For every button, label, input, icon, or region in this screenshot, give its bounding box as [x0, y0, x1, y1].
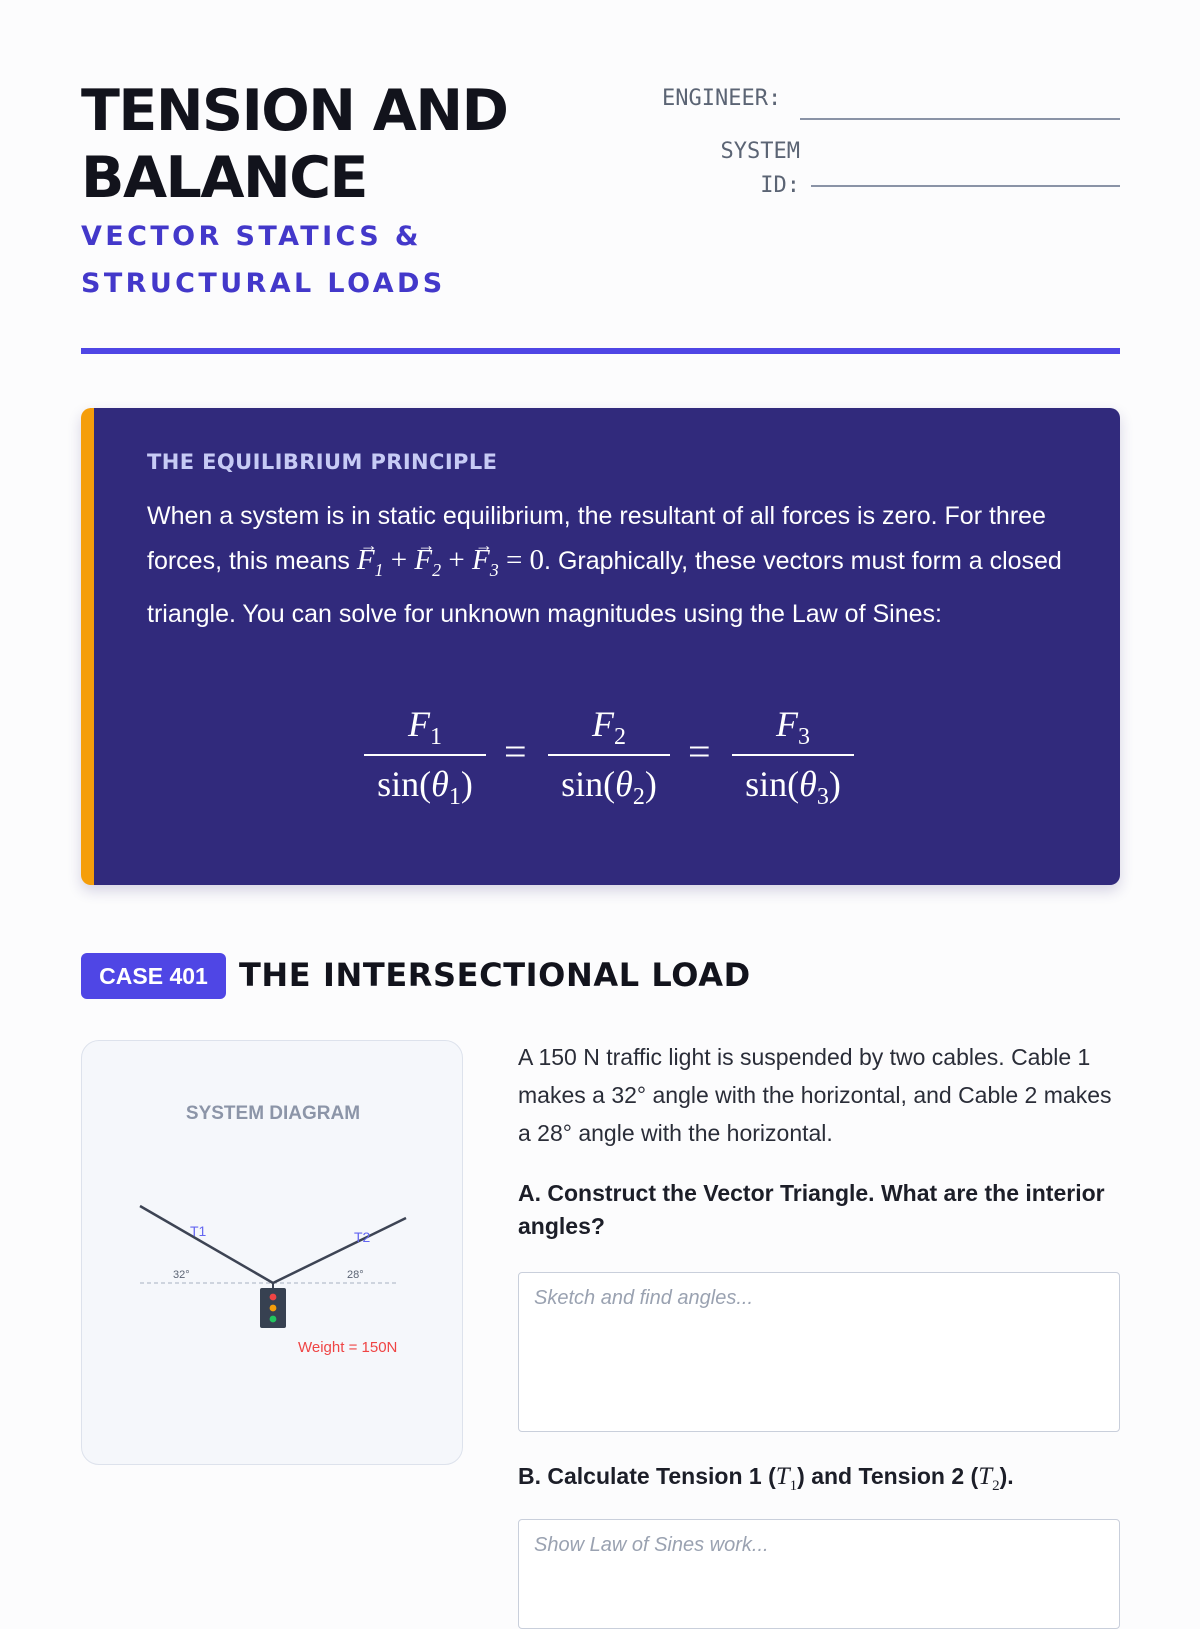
- case-badge: CASE 401: [81, 953, 226, 999]
- principle-text-part-2: . Graphically, these vectors must form a closed triangle. You can solve for unknown magnitudes using the Law of Sines:: [147, 547, 1062, 628]
- system-id-field[interactable]: [811, 185, 1120, 187]
- cable-2-label: T2: [354, 1229, 371, 1245]
- page-subtitle: VECTOR STATICS & STRUCTURAL LOADS: [81, 221, 446, 299]
- angle-2-label: 28°: [347, 1269, 364, 1281]
- cable-1-line: [140, 1206, 273, 1283]
- weight-label: Weight = 150N: [298, 1339, 398, 1356]
- header-divider: [81, 348, 1120, 354]
- answer-b-field[interactable]: Show Law of Sines work...: [518, 1519, 1120, 1629]
- vector-sum-equation: → $F_1$ + → $F_2$ + → $F_3 = 0$: [357, 544, 544, 576]
- cable-1-label: T1: [190, 1223, 207, 1239]
- principle-text: [147, 494, 1087, 636]
- diagram-main: [82, 1041, 464, 1466]
- traffic-light-icon: [260, 1283, 286, 1328]
- answer-a-field[interactable]: Sketch and find angles...: [518, 1272, 1120, 1432]
- angle-1-label: 32°: [173, 1269, 190, 1281]
- principle-box: [81, 408, 1120, 885]
- principle-heading: THE EQUILIBRIUM PRINCIPLE: [147, 450, 498, 474]
- system-diagram: [81, 1040, 463, 1465]
- system-id-label: SYSTEM ID:: [720, 139, 800, 198]
- case-title: THE INTERSECTIONAL LOAD: [239, 956, 751, 994]
- question-b: B. Calculate Tension 1 $(T_1)$ and Tension 2 $(T_2)$.: [518, 1463, 1014, 1494]
- problem-statement: A 150 N traffic light is suspended by two cables. Cable 1 makes a 32° angle with the horizontal, and Cable 2 makes a 28° angle with the horizontal.: [518, 1044, 1112, 1146]
- cable-2-line: [273, 1218, 406, 1283]
- engineer-field[interactable]: [800, 118, 1120, 120]
- law-of-sines-formula: $F_1$ $\sin(\theta_1)$ = $F_2$ $\sin(\theta_2)$ = $F_3$ $\sin(\theta_3)$: [364, 698, 884, 838]
- diagram-label: SYSTEM DIAGRAM: [185, 1103, 361, 1124]
- question-a: A. Construct the Vector Triangle. What are the interior angles?: [518, 1180, 1105, 1239]
- engineer-label: ENGINEER:: [662, 86, 782, 111]
- page-title: TENSION AND BALANCE: [81, 78, 508, 211]
- principle-text-part-1: When a system is in static equilibrium, the resultant of all forces is zero. For three forces, this means: [147, 502, 1046, 575]
